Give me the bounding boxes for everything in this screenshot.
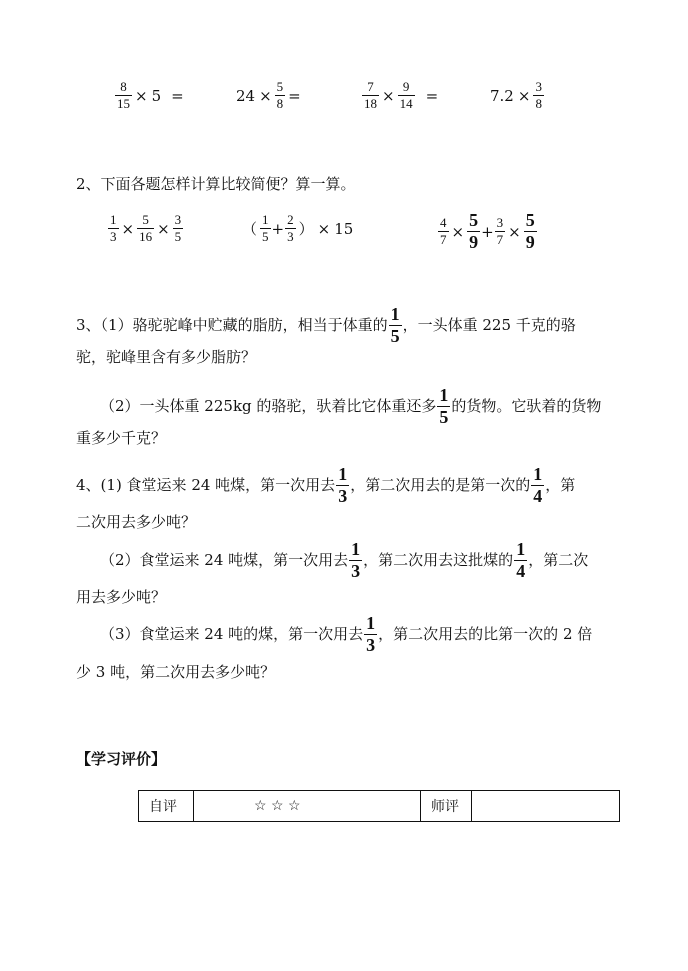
- fraction: $\frac{9}{14}$: [399, 79, 413, 111]
- question-3-part-2-line-2: 重多少千克？: [76, 429, 167, 447]
- fraction: $\frac{1}{3}$: [366, 613, 376, 655]
- star-rating[interactable]: ☆ ☆ ☆: [194, 791, 421, 822]
- question-4-part-1-line-2: 二次用去多少吨？: [76, 513, 197, 531]
- exercise-1-4: 7.2 × $\frac{3}{8}$: [490, 79, 542, 111]
- fraction: $\frac{1}{5}$: [439, 385, 449, 427]
- fraction: $\frac{1}{5}$: [262, 212, 269, 244]
- fraction: $\frac{1}{3}$: [338, 464, 348, 506]
- fraction: $\frac{3}{5}$: [174, 212, 182, 244]
- question-4-part-1-line-1: 4、(1) 食堂运来 24 吨煤，第一次用去 $\frac{1}{3}$ ，第二次用去的是第一次的 $\frac{1}{4}$ ，第: [76, 464, 576, 506]
- fraction: $\frac{4}{7}$: [440, 215, 447, 247]
- fraction: $\frac{1}{5}$: [390, 304, 400, 346]
- fraction: $\frac{5}{9}$: [525, 210, 535, 252]
- fraction: $\frac{1}{3}$: [351, 539, 361, 581]
- fraction: $\frac{5}{16}$: [139, 212, 153, 244]
- fraction: $\frac{5}{9}$: [469, 210, 479, 252]
- exercise-1-2: 24 × $\frac{5}{8}$ =: [236, 79, 301, 111]
- exercise-2-3: $\frac{4}{7}$ × $\frac{5}{9}$ + $\frac{3}{7}$ × $\frac{5}{9}$: [440, 210, 535, 252]
- question-3-part-2-line-1: （2）一头体重 225kg 的骆驼，驮着比它体重还多 $\frac{1}{5}$ 的货物。它驮着的货物: [100, 385, 602, 427]
- question-4-part-3-line-1: （3）食堂运来 24 吨的煤，第一次用去 $\frac{1}{3}$ ，第二次用去的比第一次的 2 倍: [100, 613, 593, 655]
- fraction: $\frac{3}{7}$: [496, 215, 504, 247]
- question-2-heading: 2、下面各题怎样计算比较简便？算一算。: [76, 175, 356, 193]
- fraction: $\frac{1}{4}$: [516, 539, 526, 581]
- fraction: $\frac{3}{8}$: [535, 79, 542, 111]
- fraction: $\frac{8}{15}$: [117, 79, 130, 111]
- question-4-part-2-line-1: （2）食堂运来 24 吨煤，第一次用去 $\frac{1}{3}$ ，第二次用去这批煤的 $\frac{1}{4}$ ，第二次: [100, 539, 589, 581]
- question-4-part-2-line-2: 用去多少吨？: [76, 588, 167, 606]
- exercise-1-3: $\frac{7}{18}$ × $\frac{9}{14}$ =: [364, 79, 439, 111]
- fraction: $\frac{2}{3}$: [287, 212, 294, 244]
- question-3-part-1-line-2: 驼，驼峰里含有多少脂肪？: [76, 348, 257, 366]
- teacher-evaluation-field[interactable]: [472, 791, 620, 822]
- fraction: $\frac{1}{4}$: [533, 464, 543, 506]
- fraction: $\frac{5}{8}$: [276, 79, 284, 111]
- teacher-evaluation-label: 师评: [421, 791, 472, 822]
- exercise-2-1: $\frac{1}{3}$ × $\frac{5}{16}$ × $\frac{3}{5}$: [110, 212, 182, 244]
- fraction: $\frac{1}{3}$: [110, 212, 117, 244]
- fraction: $\frac{7}{18}$: [364, 79, 377, 111]
- exercise-1-1: $\frac{8}{15}$ × 5 =: [117, 79, 184, 111]
- question-4-part-3-line-2: 少 3 吨，第二次用去多少吨？: [76, 663, 276, 681]
- self-evaluation-label: 自评: [139, 791, 194, 822]
- evaluation-table: [138, 790, 620, 822]
- evaluation-heading: 【学习评价】: [76, 750, 167, 768]
- exercise-2-2: （ $\frac{1}{5}$ + $\frac{2}{3}$ ） × 15: [242, 212, 354, 244]
- question-3-part-1-line-1: 3、（1）骆驼驼峰中贮藏的脂肪，相当于体重的 $\frac{1}{5}$ ，一头体重 225 千克的骆: [76, 304, 576, 346]
